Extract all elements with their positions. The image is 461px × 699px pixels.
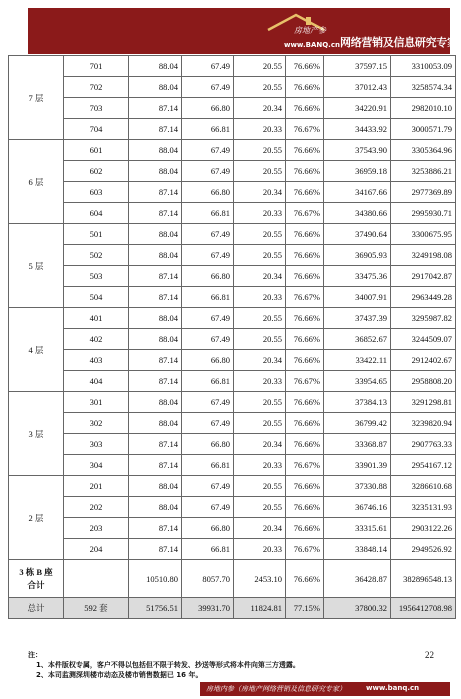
ratio-cell: 76.66%	[286, 329, 324, 350]
subtotal-area-total-cell: 10510.80	[129, 560, 182, 598]
price-cell: 36905.93	[324, 245, 391, 266]
ratio-cell: 76.66%	[286, 140, 324, 161]
area-inner-cell: 66.80	[182, 350, 234, 371]
total-price-cell: 3239820.94	[391, 413, 456, 434]
area-total-cell: 88.04	[129, 308, 182, 329]
area-total-cell: 88.04	[129, 224, 182, 245]
ratio-cell: 76.67%	[286, 119, 324, 140]
grand-total-row	[9, 598, 456, 619]
price-cell: 34007.91	[324, 287, 391, 308]
unit-cell: 603	[64, 182, 129, 203]
ratio-cell: 76.66%	[286, 77, 324, 98]
area-total-cell: 88.04	[129, 77, 182, 98]
table-row	[9, 539, 456, 560]
ratio-cell: 76.66%	[286, 350, 324, 371]
total-price-cell: 2917042.87	[391, 266, 456, 287]
unit-cell: 703	[64, 98, 129, 119]
area-total-cell: 88.04	[129, 56, 182, 77]
area-total-cell: 87.14	[129, 434, 182, 455]
total-price-cell: 3295987.82	[391, 308, 456, 329]
price-cell: 36852.67	[324, 329, 391, 350]
grand-total-area-shared-cell: 11824.81	[234, 598, 286, 619]
table-row	[9, 203, 456, 224]
notes-title: 注：	[28, 651, 42, 659]
total-price-cell: 2949526.92	[391, 539, 456, 560]
area-total-cell: 87.14	[129, 287, 182, 308]
area-total-cell: 87.14	[129, 119, 182, 140]
area-total-cell: 87.14	[129, 350, 182, 371]
ratio-cell: 76.66%	[286, 98, 324, 119]
ratio-cell: 76.66%	[286, 245, 324, 266]
price-cell: 34433.92	[324, 119, 391, 140]
area-total-cell: 88.04	[129, 161, 182, 182]
price-cell: 33475.36	[324, 266, 391, 287]
area-shared-cell: 20.55	[234, 308, 286, 329]
area-shared-cell: 20.33	[234, 119, 286, 140]
area-shared-cell: 20.55	[234, 140, 286, 161]
area-shared-cell: 20.55	[234, 392, 286, 413]
table-body	[9, 56, 456, 619]
area-shared-cell: 20.55	[234, 56, 286, 77]
floor-label: 4 层	[9, 308, 64, 392]
grand-total-ratio-cell: 77.15%	[286, 598, 324, 619]
ratio-cell: 76.66%	[286, 161, 324, 182]
total-price-cell: 2954167.12	[391, 455, 456, 476]
area-total-cell: 87.14	[129, 266, 182, 287]
area-shared-cell: 20.33	[234, 539, 286, 560]
total-price-cell: 2963449.28	[391, 287, 456, 308]
table-row	[9, 140, 456, 161]
ratio-cell: 76.66%	[286, 476, 324, 497]
price-cell: 36746.16	[324, 497, 391, 518]
area-inner-cell: 67.49	[182, 392, 234, 413]
table-row	[9, 119, 456, 140]
unit-cell: 303	[64, 434, 129, 455]
grand-total-area-inner-cell: 39931.70	[182, 598, 234, 619]
table-row	[9, 266, 456, 287]
area-shared-cell: 20.34	[234, 182, 286, 203]
subtotal-units-cell	[64, 560, 129, 598]
subtotal-label-line1: 3 栋 B 座	[19, 566, 53, 577]
table-row	[9, 287, 456, 308]
notes-line-1: 1、本件版权专属，客户不得以包括但不限于转发、抄送等形式将本件向第三方透露。	[36, 661, 300, 669]
area-shared-cell: 20.55	[234, 476, 286, 497]
grand-total-price-cell: 37800.32	[324, 598, 391, 619]
total-price-cell: 3300675.95	[391, 224, 456, 245]
total-price-cell: 2958808.20	[391, 371, 456, 392]
area-inner-cell: 66.81	[182, 455, 234, 476]
table-row	[9, 56, 456, 77]
area-inner-cell: 66.81	[182, 119, 234, 140]
ratio-cell: 76.66%	[286, 182, 324, 203]
area-total-cell: 87.14	[129, 203, 182, 224]
area-inner-cell: 66.80	[182, 434, 234, 455]
area-total-cell: 87.14	[129, 98, 182, 119]
ratio-cell: 76.66%	[286, 224, 324, 245]
grand-total-area-total-cell: 51756.51	[129, 598, 182, 619]
area-total-cell: 88.04	[129, 476, 182, 497]
area-total-cell: 87.14	[129, 182, 182, 203]
brand-url: www.BANQ.cn	[284, 41, 340, 49]
area-shared-cell: 20.33	[234, 203, 286, 224]
floor-label: 2 层	[9, 476, 64, 560]
area-shared-cell: 20.34	[234, 98, 286, 119]
table-row	[9, 98, 456, 119]
subtotal-label-line2: 合计	[27, 579, 45, 590]
table-row	[9, 245, 456, 266]
area-total-cell: 88.04	[129, 392, 182, 413]
total-price-cell: 2995930.71	[391, 203, 456, 224]
table-row	[9, 497, 456, 518]
area-total-cell: 87.14	[129, 371, 182, 392]
unit-cell: 502	[64, 245, 129, 266]
table-row	[9, 413, 456, 434]
sales-table	[8, 55, 456, 619]
area-inner-cell: 66.80	[182, 98, 234, 119]
price-cell: 33848.14	[324, 539, 391, 560]
unit-cell: 401	[64, 308, 129, 329]
table-row	[9, 224, 456, 245]
area-shared-cell: 20.33	[234, 371, 286, 392]
total-price-cell: 3310053.09	[391, 56, 456, 77]
total-price-cell: 3249198.08	[391, 245, 456, 266]
unit-cell: 503	[64, 266, 129, 287]
area-shared-cell: 20.55	[234, 245, 286, 266]
unit-cell: 701	[64, 56, 129, 77]
footer-url: www.banq.cn	[366, 684, 420, 692]
subtotal-total-cell: 382896548.13	[391, 560, 456, 598]
area-total-cell: 88.04	[129, 413, 182, 434]
unit-cell: 301	[64, 392, 129, 413]
header-banner	[28, 8, 458, 54]
table-row	[9, 77, 456, 98]
price-cell: 37437.39	[324, 308, 391, 329]
area-shared-cell: 20.55	[234, 413, 286, 434]
unit-cell: 504	[64, 287, 129, 308]
subtotal-ratio-cell: 76.66%	[286, 560, 324, 598]
price-cell: 34167.66	[324, 182, 391, 203]
area-shared-cell: 20.55	[234, 77, 286, 98]
total-price-cell: 3305364.96	[391, 140, 456, 161]
price-cell: 37597.15	[324, 56, 391, 77]
area-inner-cell: 66.81	[182, 203, 234, 224]
area-shared-cell: 20.34	[234, 266, 286, 287]
notes-line-2: 2、本司监测深圳楼市动态及楼市销售数据已 16 年。	[36, 671, 203, 679]
table-row	[9, 161, 456, 182]
ratio-cell: 76.66%	[286, 56, 324, 77]
area-shared-cell: 20.34	[234, 518, 286, 539]
ratio-cell: 76.66%	[286, 518, 324, 539]
unit-cell: 302	[64, 413, 129, 434]
table-row	[9, 455, 456, 476]
area-shared-cell: 20.55	[234, 329, 286, 350]
unit-cell: 404	[64, 371, 129, 392]
unit-cell: 602	[64, 161, 129, 182]
brand-name: 房地产参	[294, 26, 326, 35]
price-cell: 34220.91	[324, 98, 391, 119]
price-cell: 33901.39	[324, 455, 391, 476]
area-shared-cell: 20.34	[234, 434, 286, 455]
ratio-cell: 76.67%	[286, 455, 324, 476]
floor-label: 3 层	[9, 392, 64, 476]
area-inner-cell: 66.80	[182, 182, 234, 203]
unit-cell: 202	[64, 497, 129, 518]
area-shared-cell: 20.34	[234, 350, 286, 371]
total-price-cell: 2977369.89	[391, 182, 456, 203]
area-total-cell: 87.14	[129, 539, 182, 560]
grand-total-units-cell: 592 套	[64, 598, 129, 619]
table-row	[9, 476, 456, 497]
price-cell: 33315.61	[324, 518, 391, 539]
price-cell: 33368.87	[324, 434, 391, 455]
ratio-cell: 76.67%	[286, 539, 324, 560]
total-price-cell: 2903122.26	[391, 518, 456, 539]
unit-cell: 402	[64, 329, 129, 350]
table-row	[9, 392, 456, 413]
ratio-cell: 76.67%	[286, 287, 324, 308]
price-cell: 34380.66	[324, 203, 391, 224]
table-row	[9, 308, 456, 329]
area-shared-cell: 20.33	[234, 455, 286, 476]
area-total-cell: 88.04	[129, 140, 182, 161]
unit-cell: 704	[64, 119, 129, 140]
table-row	[9, 329, 456, 350]
area-total-cell: 87.14	[129, 455, 182, 476]
unit-cell: 501	[64, 224, 129, 245]
area-inner-cell: 66.80	[182, 266, 234, 287]
area-shared-cell: 20.55	[234, 224, 286, 245]
price-cell: 37384.13	[324, 392, 391, 413]
unit-cell: 304	[64, 455, 129, 476]
total-price-cell: 2912402.67	[391, 350, 456, 371]
price-cell: 37543.90	[324, 140, 391, 161]
area-inner-cell: 67.49	[182, 497, 234, 518]
area-inner-cell: 67.49	[182, 161, 234, 182]
ratio-cell: 76.66%	[286, 497, 324, 518]
total-price-cell: 3000571.79	[391, 119, 456, 140]
total-price-cell: 3258574.34	[391, 77, 456, 98]
total-price-cell: 3235131.93	[391, 497, 456, 518]
area-inner-cell: 66.81	[182, 287, 234, 308]
area-inner-cell: 66.81	[182, 371, 234, 392]
subtotal-row	[9, 560, 456, 598]
total-price-cell: 2907763.33	[391, 434, 456, 455]
subtotal-area-inner-cell: 8057.70	[182, 560, 234, 598]
price-cell: 33422.11	[324, 350, 391, 371]
ratio-cell: 76.66%	[286, 434, 324, 455]
grand-total-label: 总计	[9, 598, 64, 619]
notes-block	[28, 650, 420, 680]
subtotal-area-shared-cell: 2453.10	[234, 560, 286, 598]
area-total-cell: 88.04	[129, 245, 182, 266]
unit-cell: 604	[64, 203, 129, 224]
unit-cell: 203	[64, 518, 129, 539]
price-cell: 36959.18	[324, 161, 391, 182]
area-inner-cell: 67.49	[182, 56, 234, 77]
area-total-cell: 88.04	[129, 329, 182, 350]
area-shared-cell: 20.33	[234, 287, 286, 308]
ratio-cell: 76.66%	[286, 413, 324, 434]
footer-text: 房地内参（房地产网络营销及信息研究专家）	[206, 685, 346, 693]
area-inner-cell: 66.80	[182, 518, 234, 539]
subtotal-price-cell: 36428.87	[324, 560, 391, 598]
area-inner-cell: 67.49	[182, 224, 234, 245]
table-row	[9, 371, 456, 392]
subtotal-label	[9, 560, 64, 598]
table-row	[9, 182, 456, 203]
area-inner-cell: 67.49	[182, 476, 234, 497]
area-shared-cell: 20.55	[234, 497, 286, 518]
ratio-cell: 76.67%	[286, 203, 324, 224]
area-inner-cell: 66.81	[182, 539, 234, 560]
ratio-cell: 76.67%	[286, 371, 324, 392]
area-inner-cell: 67.49	[182, 140, 234, 161]
floor-label: 5 层	[9, 224, 64, 308]
unit-cell: 601	[64, 140, 129, 161]
table-row	[9, 518, 456, 539]
price-cell: 37330.88	[324, 476, 391, 497]
ratio-cell: 76.66%	[286, 266, 324, 287]
table-row	[9, 434, 456, 455]
total-price-cell: 3244509.07	[391, 329, 456, 350]
price-cell: 36799.42	[324, 413, 391, 434]
total-price-cell: 3253886.21	[391, 161, 456, 182]
total-price-cell: 3286610.68	[391, 476, 456, 497]
total-price-cell: 3291298.81	[391, 392, 456, 413]
area-inner-cell: 67.49	[182, 245, 234, 266]
page-number: 22	[425, 650, 434, 660]
unit-cell: 403	[64, 350, 129, 371]
unit-cell: 201	[64, 476, 129, 497]
table-row	[9, 350, 456, 371]
price-cell: 37490.64	[324, 224, 391, 245]
area-total-cell: 87.14	[129, 518, 182, 539]
price-cell: 33954.65	[324, 371, 391, 392]
header-title: 网络营销及信息研究专家	[340, 36, 458, 49]
area-inner-cell: 67.49	[182, 329, 234, 350]
unit-cell: 702	[64, 77, 129, 98]
area-inner-cell: 67.49	[182, 77, 234, 98]
ratio-cell: 76.66%	[286, 392, 324, 413]
area-inner-cell: 67.49	[182, 308, 234, 329]
total-price-cell: 2982010.10	[391, 98, 456, 119]
ratio-cell: 76.66%	[286, 308, 324, 329]
unit-cell: 204	[64, 539, 129, 560]
area-shared-cell: 20.55	[234, 161, 286, 182]
floor-label: 7 层	[9, 56, 64, 140]
area-total-cell: 88.04	[129, 497, 182, 518]
floor-label: 6 层	[9, 140, 64, 224]
price-cell: 37012.43	[324, 77, 391, 98]
grand-total-total-cell: 1956412708.98	[391, 598, 456, 619]
area-inner-cell: 67.49	[182, 413, 234, 434]
